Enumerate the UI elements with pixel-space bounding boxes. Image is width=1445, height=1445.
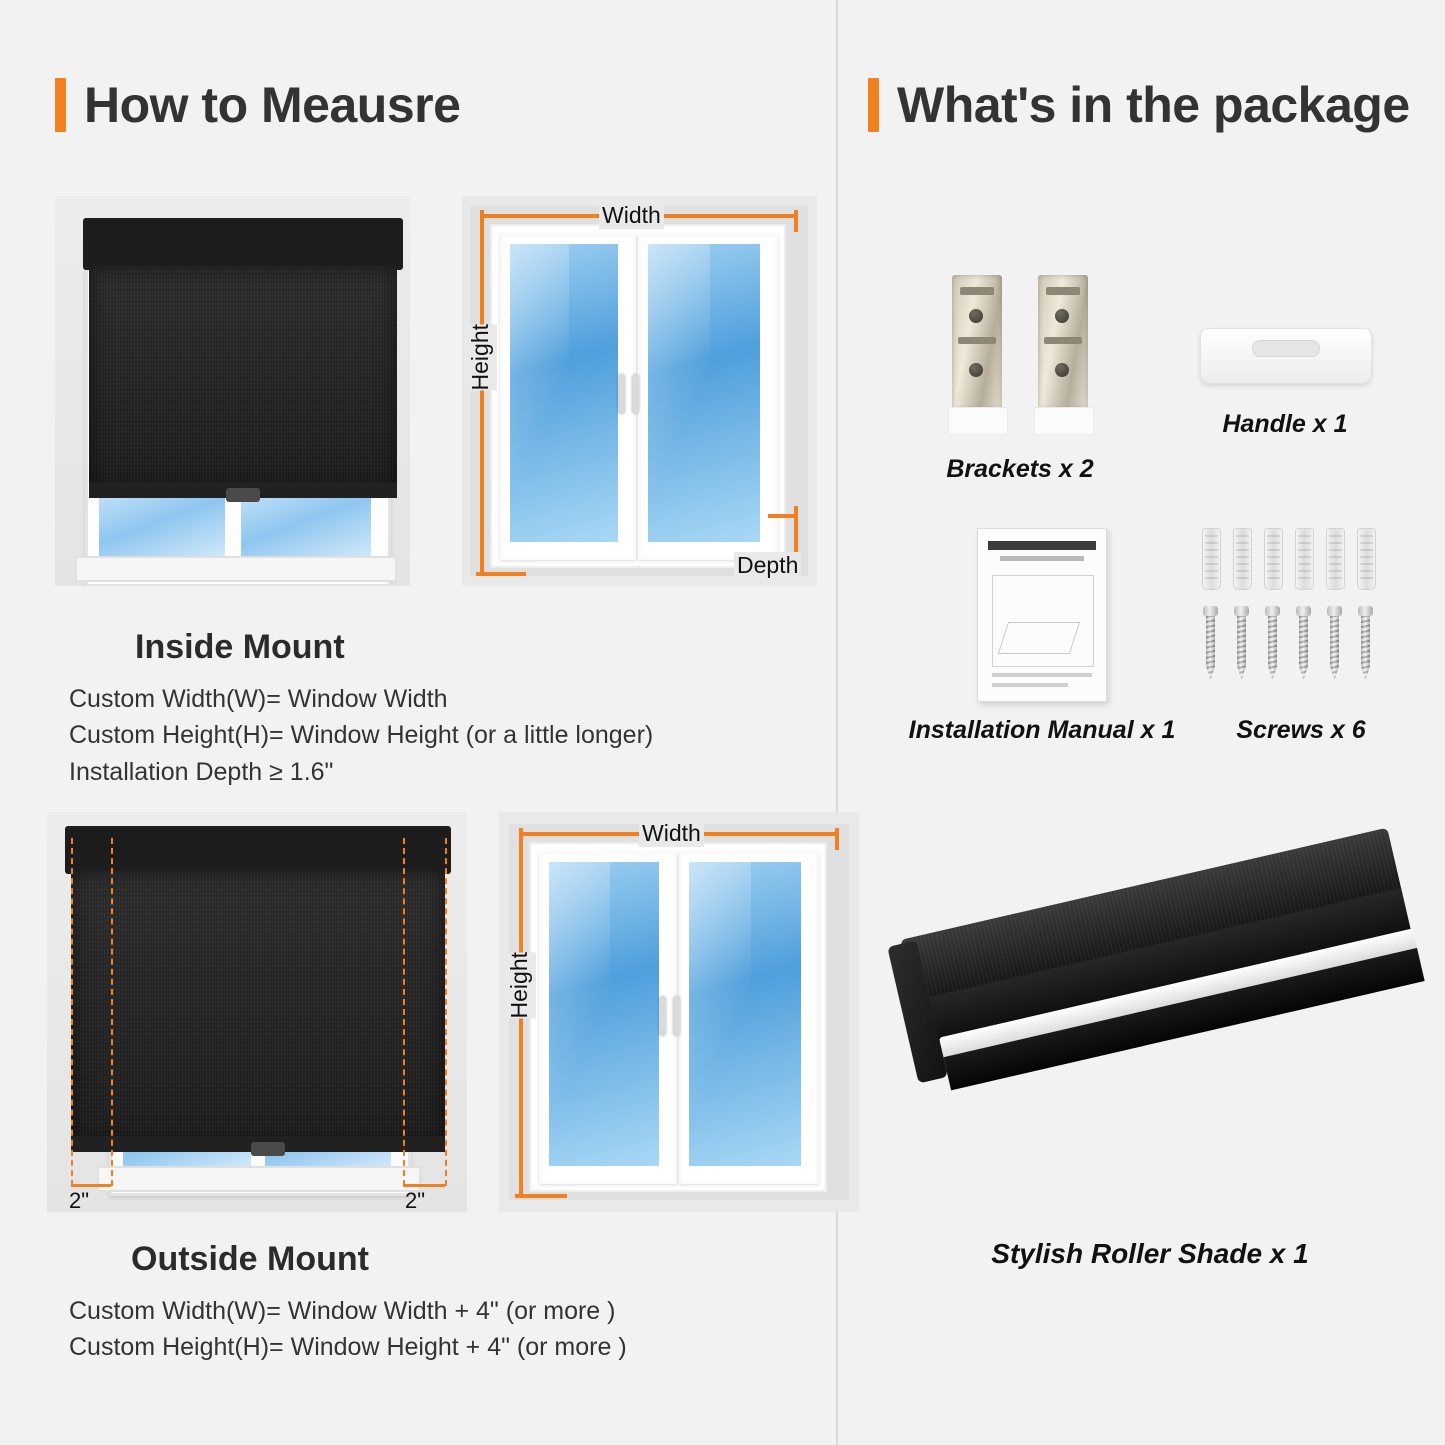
wall-anchor-3 (1264, 528, 1283, 590)
inside-mount-line-3: Installation Depth ≥ 1.6" (69, 757, 334, 786)
bracket-hole-bottom (1055, 363, 1069, 377)
heading-right-text: What's in the package (897, 77, 1410, 133)
screw-shaft (1206, 616, 1215, 680)
overhang-guide-left-inner (111, 838, 113, 1186)
screw-shaft (1299, 616, 1308, 680)
roller-shade-icon (900, 825, 1445, 1164)
handle-caption: Handle x 1 (1222, 410, 1348, 438)
window-handle-left (659, 996, 666, 1036)
outside-mount-line-2: Custom Height(H)= Window Height + 4" (or more ) (69, 1333, 627, 1362)
overhang-arrow-left (71, 1184, 111, 1187)
wall-anchor-6 (1357, 528, 1376, 590)
bracket-slot-mid (958, 337, 996, 344)
shade-fabric (71, 870, 445, 1142)
window-handle-right (673, 996, 680, 1036)
inside-mount-line-1: Custom Width(W)= Window Width (69, 685, 448, 713)
window-glass-right (648, 244, 760, 542)
window-handle-left (618, 374, 625, 414)
manual-figure (992, 575, 1094, 667)
package-item-brackets (900, 275, 1140, 484)
inside-mount-text (69, 681, 817, 790)
manual-subtitle-bar (1000, 556, 1084, 561)
window-glass-right (241, 496, 371, 556)
wall-anchor-1 (1202, 528, 1221, 590)
label-height: Height (464, 324, 497, 390)
inside-mount-line-2: Custom Height(H)= Window Height (or a little longer) (69, 721, 654, 750)
heading-whats-in-package (868, 76, 1410, 134)
bracket-slot-top (960, 287, 994, 295)
screw-head (1234, 606, 1249, 616)
window-handle-right (632, 374, 639, 414)
overhang-arrow-right (403, 1184, 445, 1187)
screw-shaft (1361, 616, 1370, 680)
manual-caption: Installation Manual x 1 (908, 716, 1176, 744)
screw-head (1203, 606, 1218, 616)
package-item-screws (1196, 520, 1406, 745)
screw-1 (1203, 606, 1218, 680)
manual-title-bar (988, 541, 1096, 550)
screw-shaft (1330, 616, 1339, 680)
outside-mount-text (69, 1293, 859, 1366)
handle-grip-slot (1252, 340, 1320, 357)
outside-mount-title: Outside Mount (131, 1240, 369, 1278)
screw-shaft (1268, 616, 1277, 680)
outside-mount-line-1: Custom Width(W)= Window Width + 4" (or more ) (69, 1297, 616, 1325)
window-sill (75, 556, 397, 582)
screw-4 (1296, 606, 1311, 680)
window-glass-left (549, 862, 659, 1166)
screw-head (1327, 606, 1342, 616)
wall-anchor-2 (1233, 528, 1252, 590)
window-glass-left (99, 496, 225, 556)
wall-anchor-4 (1295, 528, 1314, 590)
outside-mount-measure-diagram (499, 812, 859, 1212)
package-item-handle (1195, 300, 1375, 439)
outside-mount-block (35, 812, 859, 1366)
inside-mount-title: Inside Mount (135, 628, 345, 666)
handle-icon (1200, 310, 1370, 400)
bracket-icon-1 (948, 275, 1006, 435)
label-width: Width (639, 820, 704, 847)
label-height: Height (503, 952, 536, 1018)
label-width: Width (599, 202, 664, 229)
overhang-guide-left-outer (71, 838, 73, 1186)
overhang-guide-right-inner (403, 838, 405, 1186)
bracket-icon-2 (1034, 275, 1092, 435)
screw-head (1358, 606, 1373, 616)
package-item-manual (908, 528, 1176, 745)
label-depth: Depth (734, 552, 801, 579)
screw-head (1265, 606, 1280, 616)
bracket-foot (948, 407, 1008, 435)
brackets-caption: Brackets x 2 (946, 455, 1094, 483)
width-tick-right (794, 210, 798, 232)
inside-mount-measure-diagram (462, 196, 817, 586)
screw-5 (1327, 606, 1342, 680)
shade-valance (83, 218, 403, 270)
height-tick-bottom (476, 572, 526, 576)
inside-mount-block (55, 196, 817, 790)
bracket-hole-bottom (969, 363, 983, 377)
overhang-guide-right-outer (445, 838, 447, 1186)
screw-2 (1234, 606, 1249, 680)
height-tick-bottom (515, 1194, 567, 1198)
manual-text-row-2 (992, 683, 1068, 687)
bracket-slot-mid (1044, 337, 1082, 344)
heading-left-text: How to Meausre (84, 77, 461, 133)
bracket-hole-top (1055, 309, 1069, 323)
package-item-roller-shade (880, 880, 1420, 1210)
screws-group (1196, 520, 1406, 716)
installation-manual-icon (977, 528, 1107, 702)
shade-handle-tab (226, 488, 260, 502)
shade-handle-tab (251, 1142, 285, 1156)
height-measure-line (480, 214, 484, 576)
bracket-hole-top (969, 309, 983, 323)
label-overhang-left: 2" (69, 1188, 90, 1212)
shade-valance (65, 826, 451, 874)
accent-bar-right (868, 78, 879, 132)
outside-mount-shade-illustration (47, 812, 467, 1212)
screw-head (1296, 606, 1311, 616)
roller-shade-caption: Stylish Roller Shade x 1 (991, 1238, 1309, 1269)
width-tick-right (835, 828, 839, 850)
screw-3 (1265, 606, 1280, 680)
label-overhang-right: 2" (405, 1188, 426, 1212)
window-sill (97, 1166, 421, 1192)
screw-6 (1358, 606, 1373, 680)
screw-shaft (1237, 616, 1246, 680)
wall-anchor-5 (1326, 528, 1345, 590)
bracket-slot-top (1046, 287, 1080, 295)
shade-fabric (89, 266, 397, 488)
bracket-foot (1034, 407, 1094, 435)
window-glass-left (510, 244, 618, 542)
heading-how-to-measure (55, 76, 460, 134)
accent-bar-left (55, 78, 66, 132)
screws-caption: Screws x 6 (1236, 716, 1366, 744)
manual-text-row-1 (992, 673, 1092, 677)
inside-mount-shade-illustration (55, 196, 410, 586)
window-glass-right (689, 862, 801, 1166)
